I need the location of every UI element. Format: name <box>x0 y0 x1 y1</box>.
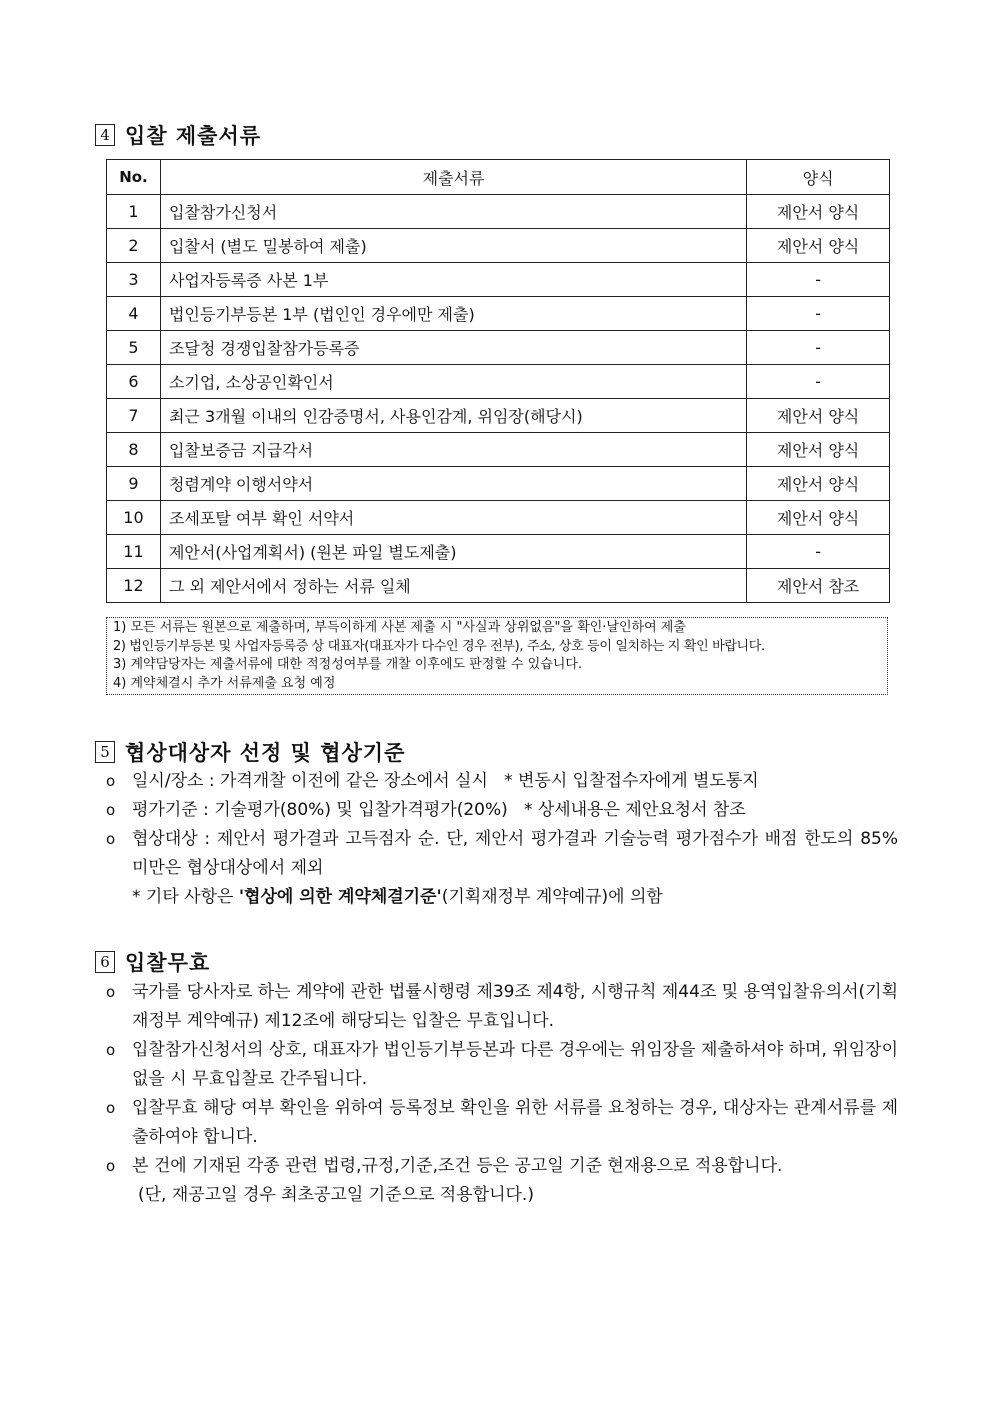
row-document: 그 외 제안서에서 정하는 서류 일체 <box>160 569 746 603</box>
list-item <box>106 796 898 825</box>
table-row <box>107 297 890 331</box>
row-no: 11 <box>107 535 161 569</box>
row-no: 12 <box>107 569 161 603</box>
row-no: 2 <box>107 229 161 263</box>
section-4-number: 4 <box>95 124 115 146</box>
section-6-list <box>106 978 898 1210</box>
row-form: 제안서 참조 <box>747 569 890 603</box>
list-item-text: 국가를 당사자로 하는 계약에 관한 법률시행령 제39조 제4항, 시행규칙 제44조 및 용역입찰유의서(기획재정부 계약예규) 제12조에 해당되는 입찰은 무효입니다. <box>132 982 899 1031</box>
row-form: 제안서 양식 <box>747 501 890 535</box>
section-5-heading <box>95 737 405 767</box>
row-no: 6 <box>107 365 161 399</box>
row-form: 제안서 양식 <box>747 467 890 501</box>
section-4-title: 입찰 제출서류 <box>125 124 262 148</box>
bullet-mark: o <box>106 1157 116 1175</box>
header-document: 제출서류 <box>160 160 746 195</box>
list-item <box>106 1036 898 1094</box>
list-item <box>106 825 898 883</box>
row-document: 청렴계약 이행서약서 <box>160 467 746 501</box>
list-item-text: 일시/장소 : 가격개찰 이전에 같은 장소에서 실시 * 변동시 입찰접수자에게 별도통지 <box>132 771 759 791</box>
row-document: 법인등기부등본 1부 (법인인 경우에만 제출) <box>160 297 746 331</box>
row-form: - <box>747 297 890 331</box>
bullet-mark: o <box>106 772 116 790</box>
reference-note <box>106 883 898 912</box>
row-document: 소기업, 소상공인확인서 <box>160 365 746 399</box>
row-form: - <box>747 365 890 399</box>
table-row <box>107 399 890 433</box>
section-5-list <box>106 767 898 912</box>
row-no: 3 <box>107 263 161 297</box>
table-row <box>107 467 890 501</box>
table-row <box>107 569 890 603</box>
list-item-text: 입찰무효 해당 여부 확인을 위하여 등록정보 확인을 위한 서류를 요청하는 경우, 대상자는 관계서류를 제출하여야 합니다. <box>132 1098 898 1147</box>
row-form: 제안서 양식 <box>747 195 890 229</box>
bullet-mark: o <box>106 983 116 1001</box>
table-row <box>107 263 890 297</box>
row-form: - <box>747 331 890 365</box>
table-row <box>107 365 890 399</box>
row-no: 8 <box>107 433 161 467</box>
row-no: 5 <box>107 331 161 365</box>
submission-documents-table <box>106 159 890 603</box>
reference-note-prefix: * 기타 사항은 <box>132 887 239 907</box>
header-form: 양식 <box>747 160 890 195</box>
table-header-row <box>107 160 890 195</box>
list-item <box>106 978 898 1036</box>
table-row <box>107 535 890 569</box>
row-document: 입찰서 (별도 밀봉하여 제출) <box>160 229 746 263</box>
list-item-text: 본 건에 기재된 각종 관련 법령,규정,기준,조건 등은 공고일 기준 현재용으로 적용합니다. <box>132 1156 783 1176</box>
row-form: 제안서 양식 <box>747 433 890 467</box>
row-document: 조달청 경쟁입찰참가등록증 <box>160 331 746 365</box>
table-row <box>107 331 890 365</box>
section-6-title: 입찰무효 <box>125 951 211 975</box>
bullet-mark: o <box>106 830 116 848</box>
list-item <box>106 767 898 796</box>
row-document: 입찰참가신청서 <box>160 195 746 229</box>
table-notes-box <box>106 617 888 695</box>
note-line: 2) 법인등기부등본 및 사업자등록증 상 대표자(대표자가 다수인 경우 전부), 주소, 상호 등이 일치하는 지 확인 바랍니다. <box>113 638 765 654</box>
row-no: 7 <box>107 399 161 433</box>
table-row <box>107 501 890 535</box>
list-item-text: 입찰참가신청서의 상호, 대표자가 법인등기부등본과 다른 경우에는 위임장을 제출하셔야 하며, 위임장이 없을 시 무효입찰로 간주됩니다. <box>132 1040 898 1089</box>
row-document: 제안서(사업계획서) (원본 파일 별도제출) <box>160 535 746 569</box>
row-form: 제안서 양식 <box>747 229 890 263</box>
bullet-mark: o <box>106 801 116 819</box>
row-form: - <box>747 535 890 569</box>
list-item-text: 평가기준 : 기술평가(80%) 및 입찰가격평가(20%) * 상세내용은 제안요청서 참조 <box>132 800 746 820</box>
table-row <box>107 195 890 229</box>
row-form: - <box>747 263 890 297</box>
list-item-text: 협상대상 : 제안서 평가결과 고득점자 순. 단, 제안서 평가결과 기술능력 평가점수가 배점 한도의 85% 미만은 협상대상에서 제외 <box>132 829 898 878</box>
section-6-number: 6 <box>95 951 115 973</box>
row-no: 1 <box>107 195 161 229</box>
reference-note-suffix: (기획재정부 계약예규)에 의함 <box>441 887 663 907</box>
section-4-heading <box>95 120 261 150</box>
note-line: 4) 계약체결시 추가 서류제출 요청 예정 <box>113 675 336 691</box>
row-no: 10 <box>107 501 161 535</box>
section-6-heading <box>95 947 210 977</box>
row-no: 9 <box>107 467 161 501</box>
row-document: 사업자등록증 사본 1부 <box>160 263 746 297</box>
section-5-title: 협상대상자 선정 및 협상기준 <box>125 741 406 765</box>
list-item <box>106 1094 898 1152</box>
header-no: No. <box>107 160 161 195</box>
row-document: 입찰보증금 지급각서 <box>160 433 746 467</box>
row-no: 4 <box>107 297 161 331</box>
validity-note: (단, 재공고일 경우 최초공고일 기준으로 적용합니다.) <box>138 1185 534 1205</box>
row-document: 조세포탈 여부 확인 서약서 <box>160 501 746 535</box>
table-row <box>107 229 890 263</box>
reference-note-bold: '협상에 의한 계약체결기준' <box>238 887 442 907</box>
table-row <box>107 433 890 467</box>
list-item <box>106 1152 898 1181</box>
row-document: 최근 3개월 이내의 인감증명서, 사용인감계, 위임장(해당시) <box>160 399 746 433</box>
note-line: 3) 계약담당자는 제출서류에 대한 적정성여부를 개찰 이후에도 판정할 수 있습니다. <box>113 657 583 672</box>
bullet-mark: o <box>106 1099 116 1117</box>
row-form: 제안서 양식 <box>747 399 890 433</box>
bullet-mark: o <box>106 1041 116 1059</box>
section-5-number: 5 <box>95 741 115 763</box>
note-line: 1) 모든 서류는 원본으로 제출하며, 부득이하게 사본 제출 시 "사실과 상위없음"을 확인·날인하여 제출 <box>113 620 686 635</box>
